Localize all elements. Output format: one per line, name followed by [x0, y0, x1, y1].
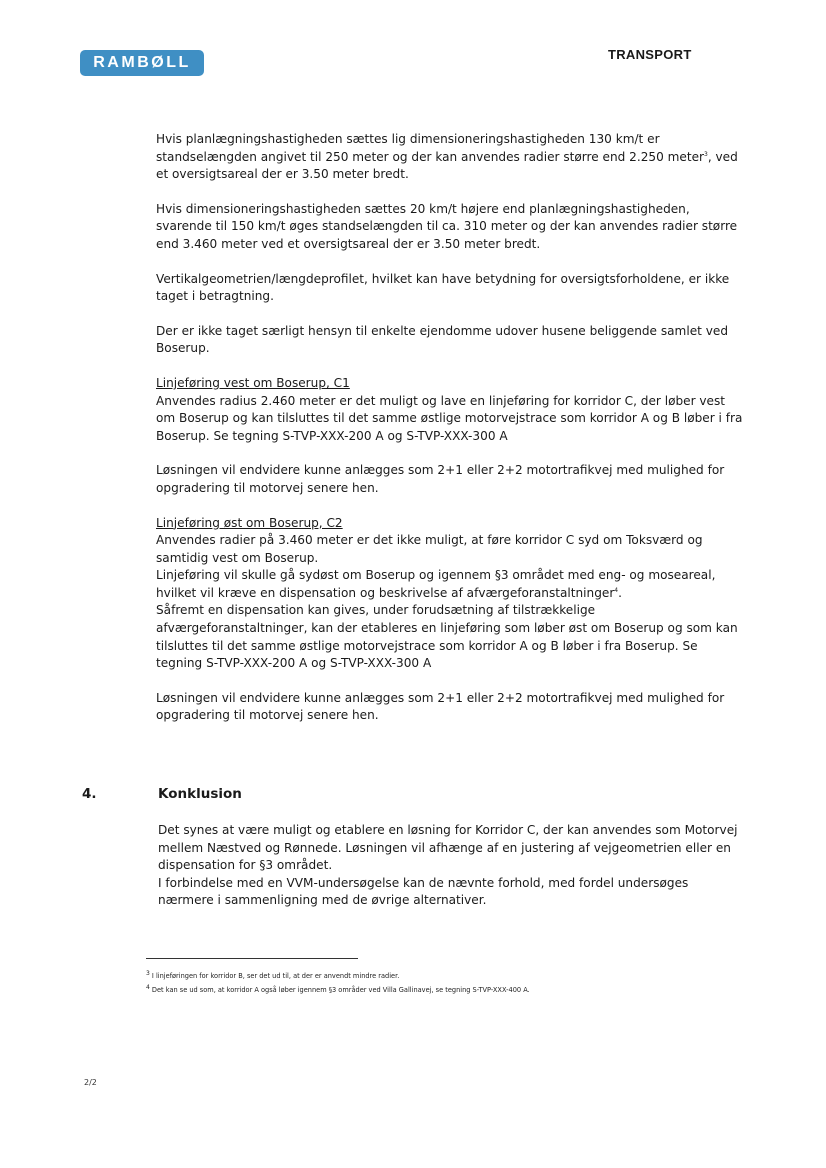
page-number: 2/2 [84, 1078, 97, 1087]
c1-block [156, 375, 744, 445]
c2-block: Linjeføring øst om Boserup, C2 Anvendes radier på 3.460 meter er det ikke muligt, at føre korridor C syd om Toksværd og samtidig vest om Boserup. Linjeføring vil skulle gå sydøst om Boserup og igennem §3 området med eng- og moseareal, hvilket vil kræve en dispensation og beskrivelse af afværgeforanstaltninger$^4$. Såfremt en dispensation kan gives, under forudsætning af tilstrækkelige afværgeforanstaltninger, kan der etableres en linjeføring som løber øst om Boserup og som kan tilsluttes til det samme østlige motorvejstrace som korridor A og B løber i fra Boserup. Se tegning S-TVP-XXX-200 A og S-TVP-XXX-300 A [156, 515, 738, 671]
ramboll-logo: RAMBØLL [80, 50, 204, 76]
footnote-ref-4[interactable]: 4 [614, 586, 619, 594]
c2-line3: Såfremt en dispensation kan gives, under forudsætning af tilstrækkelige afværgeforanstaltninger, kan der etableres en linjeføring som løber øst om Boserup og som kan tilsluttes til det samme østlige motorvejstrace som korridor A og B løber i fra Boserup. Se tegning S-TVP-XXX-200 A og S-TVP-XXX-300 A [156, 603, 738, 671]
footnote-ref-3[interactable]: 3 [704, 150, 708, 158]
c2-line1: Anvendes radier på 3.460 meter er det ikke muligt, at føre korridor C syd om Toksværd og samtidig vest om Boserup. [156, 533, 703, 565]
c2-line2: Linjeføring vil skulle gå sydøst om Boserup og igennem §3 området med eng- og moseareal, hvilket vil kræve en dispensation og beskrivelse af afværgeforanstaltninger [156, 568, 716, 600]
c2-note: Løsningen vil endvidere kunne anlægges som 2+1 eller 2+2 motortrafikvej med mulighed for opgradering til motorvej senere hen. [156, 690, 725, 723]
section-title: Konklusion [158, 786, 242, 802]
footnote-3: $^3$ I linjeføringen for korridor B, ser det ud til, at der er anvendt mindre radier. [146, 969, 400, 980]
section-number: 4. [82, 786, 97, 802]
conclusion-line-1: Det synes at være muligt og etablere en løsning for Korridor C, der kan anvendes som Motorvej mellem Næstved og Rønnede. Løsningen vil afhænge af en justering af vejgeometrien eller en dispensation for §3 området. [158, 823, 738, 873]
footnotes [146, 969, 766, 997]
body-content [156, 131, 744, 742]
conclusion-text [158, 822, 746, 910]
footnote-divider [146, 958, 358, 959]
paragraph-3: Vertikalgeometrien/længdeprofilet, hvilket kan have betydning for oversigtsforholdene, er ikke taget i betragtning. [156, 271, 730, 304]
c1-note: Løsningen vil endvidere kunne anlægges som 2+1 eller 2+2 motortrafikvej med mulighed for opgradering til motorvej senere hen. [156, 463, 725, 495]
c1-text: Anvendes radius 2.460 meter er det muligt og lave en linjeføring for korridor C, der løber vest om Boserup og kan tilsluttes til det samme østlige motorvejstrace som korridor A og B løber i fra Boserup. Se tegning S-TVP-XXX-200 A og S-TVP-XXX-300 A [156, 393, 743, 443]
c1-heading: Linjeføring vest om Boserup, C1 [156, 375, 350, 390]
c2-heading: Linjeføring øst om Boserup, C2 [156, 515, 343, 530]
conclusion-line-2: I forbindelse med en VVM-undersøgelse kan de nævnte forhold, med fordel undersøges nærmere i sammenligning med de øvrige alternativer. [158, 875, 689, 908]
footnote-4: $^4$ Det kan se ud som, at korridor A også løber igennem §3 områder ved Villa Gallinavej, se tegning S-TVP-XXX-400 A. [146, 983, 530, 994]
paragraph-1: Hvis planlægningshastigheden sættes lig dimensioneringshastigheden 130 km/t er standselængden angivet til 250 meter og der kan anvendes radier større end 2.250 meter$^3$, ved et oversigtsareal der er 3.50 meter bredt. [156, 132, 738, 182]
paragraph-2: Hvis dimensioneringshastigheden sættes 20 km/t højere end planlægningshastigheden, svarende til 150 km/t øges standselængden til ca. 310 meter og der kan anvendes radier større end 3.460 meter ved et oversigtsareal der er 3.50 meter bredt. [156, 201, 738, 251]
paragraph-4: Der er ikke taget særligt hensyn til enkelte ejendomme udover husene beliggende samlet ved Boserup. [156, 323, 728, 356]
header-label: TRANSPORT [608, 47, 692, 62]
